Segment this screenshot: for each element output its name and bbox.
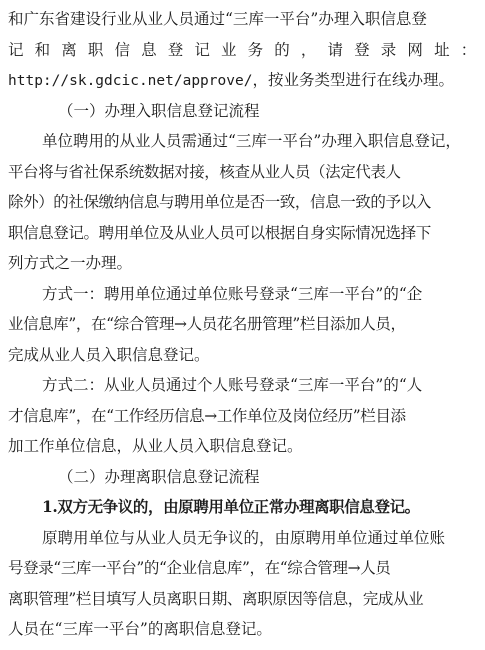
section-1-line-1: 单位聘用的从业人员需通过“三库一平台”办理入职信息登记， [42, 132, 461, 150]
intro-line-2: 记和离职信息登记业务的，请登录网址： [8, 40, 477, 59]
section-2-line-1: 原聘用单位与从业人员无争议的，由原聘用单位通过单位账 [42, 528, 446, 547]
method-2-line-3: 加工作单位信息，从业人员入职信息登记。 [8, 437, 303, 455]
section-1-heading: （一）办理入职信息登记流程 [58, 101, 260, 120]
method-2-line-1: 方式二：从业人员通过个人账号登录“三库一平台”的“人 [42, 376, 423, 394]
intro-line-3 [8, 65, 477, 96]
section-2-heading: （二）办理离职信息登记流程 [58, 467, 260, 486]
intro-line-3-text: ，按业务类型进行在线办理。 [252, 71, 454, 89]
intro-line-1: 和广东省建设行业从业人员通过“三库一平台”办理入职信息登 [8, 10, 427, 28]
section-1-line-3: 除外）的社保缴纳信息与聘用单位是否一致，信息一致的予以入 [8, 193, 431, 211]
section-1-line-4: 职信息登记。聘用单位及从业人员可以根据自身实际情况选择下 [8, 223, 431, 242]
approve-url-link[interactable]: http://sk.gdcic.net/approve/ [8, 73, 253, 89]
section-2-subheading: 1.双方无争议的，由原聘用单位正常办理离职信息登记。 [42, 497, 420, 516]
section-2-line-2: 号登录“三库一平台”的“企业信息库”，在“综合管理→人员 [8, 559, 391, 577]
section-2-line-3: 离职管理”栏目填写人员离职日期、离职原因等信息，完成从业 [8, 589, 424, 608]
method-2-line-2: 才信息库”，在“工作经历信息→工作单位及岗位经历”栏目添 [8, 406, 406, 425]
method-1-line-3: 完成从业人员入职信息登记。 [8, 345, 210, 364]
section-1-line-2: 平台将与省社保系统数据对接，核查从业人员（法定代表人 [8, 162, 401, 181]
method-1-line-2: 业信息库”，在“综合管理→人员花名册管理”栏目添加人员， [8, 315, 406, 333]
section-1-line-5: 列方式之一办理。 [8, 254, 133, 272]
section-2-line-4: 人员在“三库一平台”的离职信息登记。 [8, 620, 272, 638]
method-1-line-1: 方式一：聘用单位通过单位账号登录“三库一平台”的“企 [42, 284, 423, 303]
